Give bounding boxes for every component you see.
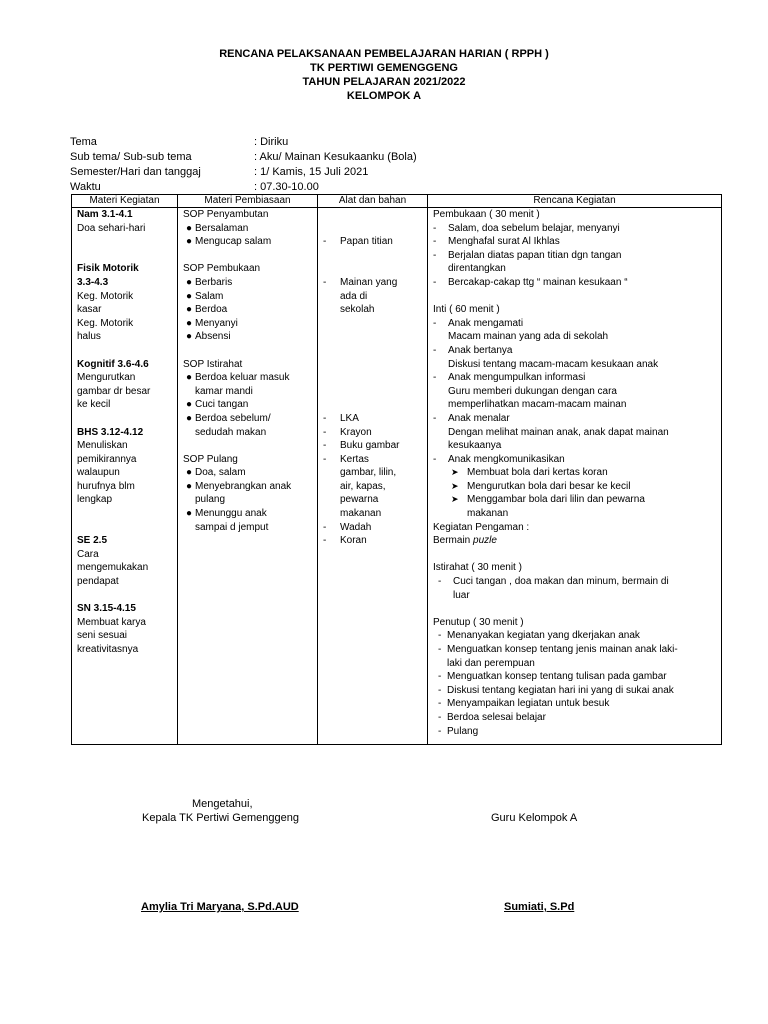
- list-item: - Diskusi tentang kegiatan hari ini yang di sukai anak: [438, 684, 674, 696]
- title-line-4: KELOMPOK A: [346, 90, 422, 102]
- bullet-icon: ●: [186, 276, 193, 288]
- sop-title: SOP Penyambutan: [183, 209, 269, 220]
- materi-text: pemikirannya: [77, 453, 137, 465]
- signature-head-title: Kepala TK Pertiwi Gemenggeng: [142, 812, 299, 824]
- list-item-cont: Guru memberi dukungan dengan cara: [448, 385, 617, 397]
- arrow-icon: ➤: [451, 480, 459, 491]
- bullet-icon: ●: [186, 467, 193, 479]
- info-value: : Aku/ Mainan Kesukaanku (Bola): [254, 151, 417, 163]
- signature-known: Mengetahui,: [192, 798, 253, 810]
- list-item-cont: Dengan melihat mainan anak, anak dapat mainan: [448, 426, 669, 438]
- bullet-icon: ●: [186, 508, 193, 520]
- list-item: ● Cuci tangan: [186, 399, 249, 411]
- bullet-icon: ●: [186, 236, 193, 248]
- list-item: - Menyampaikan legiatan untuk besuk: [438, 698, 610, 710]
- materi-code: Kognitif 3.6-4.6: [77, 358, 149, 370]
- list-item-cont: kesukaanya: [448, 440, 502, 452]
- bullet-icon: ●: [186, 222, 193, 234]
- list-item: ● Menyebrangkan anak: [186, 480, 292, 492]
- rencana-kegiatan-cell: [428, 208, 722, 745]
- list-item-cont: makanan: [467, 508, 509, 520]
- materi-text: pendapat: [77, 576, 119, 588]
- list-item-cont: luar: [453, 589, 470, 601]
- list-item-cont: kamar mandi: [195, 385, 253, 397]
- materi-text: Keg. Motorik: [77, 290, 134, 302]
- list-item: ● Salam: [186, 290, 224, 302]
- list-item: - Anak bertanya: [433, 344, 513, 356]
- arrow-icon: ➤: [451, 467, 459, 478]
- list-item-cont: sedudah makan: [195, 426, 267, 438]
- list-item: - Anak menalar: [433, 412, 510, 424]
- materi-text: Menuliskan: [77, 440, 128, 452]
- list-item: - Kertas: [323, 453, 369, 465]
- list-item-cont: makanan: [340, 508, 382, 520]
- document-title: [0, 47, 768, 103]
- bullet-icon: ●: [186, 399, 193, 411]
- signature-teacher-title: Guru Kelompok A: [491, 812, 578, 824]
- bullet-icon: ●: [186, 331, 193, 343]
- materi-text: seni sesuai: [77, 630, 128, 642]
- materi-text: Mengurutkan: [77, 372, 136, 384]
- list-item: - Mainan yang: [323, 276, 398, 288]
- materi-code: BHS 3.12-4.12: [77, 426, 144, 438]
- materi-text: kasar: [77, 304, 102, 316]
- header-rencana-kegiatan: Rencana Kegiatan: [428, 195, 722, 208]
- alat-bahan-cell: [318, 208, 428, 745]
- info-label: Sub tema/ Sub-sub tema: [70, 151, 192, 163]
- materi-text: Membuat karya: [77, 616, 146, 628]
- info-value: : 07.30-10.00: [254, 181, 319, 193]
- sop-title: SOP Pembukaan: [183, 263, 261, 275]
- bullet-icon: ●: [186, 480, 193, 492]
- list-item: - Salam, doa sebelum belajar, menyanyi: [433, 222, 620, 234]
- sop-title: SOP Istirahat: [183, 358, 243, 370]
- materi-code: SE 2.5: [77, 535, 108, 547]
- list-item: - Cuci tangan , doa makan dan minum, bermain di: [438, 576, 669, 588]
- header-materi-kegiatan: Materi Kegiatan: [72, 195, 178, 208]
- list-item-cont: air, kapas,: [340, 480, 386, 492]
- materi-pembiasaan-cell: [178, 208, 318, 745]
- list-item-cont: laki dan perempuan: [447, 657, 535, 669]
- list-item: ● Berbaris: [186, 276, 233, 288]
- list-item-cont: gambar, lilin,: [340, 467, 397, 479]
- bullet-icon: ●: [186, 317, 193, 329]
- bullet-icon: ●: [186, 304, 193, 316]
- title-line-2: TK PERTIWI GEMENGGENG: [310, 62, 458, 74]
- materi-text: mengemukakan: [77, 562, 149, 574]
- list-item: ● Menunggu anak: [186, 508, 267, 520]
- info-value: : Diriku: [254, 136, 289, 148]
- list-item: - Anak mengkomunikasikan: [433, 453, 565, 465]
- info-label: Waktu: [70, 181, 101, 193]
- list-item: - Anak mengamati: [433, 317, 524, 329]
- title-line-3: TAHUN PELAJARAN 2021/2022: [302, 76, 466, 88]
- info-label: Tema: [70, 136, 97, 148]
- title-line-1: RENCANA PELAKSANAAN PEMBELAJARAN HARIAN ( RPPH ): [219, 48, 549, 60]
- list-item-cont: Macam mainan yang ada di sekolah: [448, 331, 609, 343]
- materi-text: Cara: [77, 548, 99, 560]
- list-item: ● Bersalaman: [186, 222, 249, 234]
- list-item: - Koran: [323, 535, 367, 547]
- list-item: ● Mengucap salam: [186, 236, 272, 248]
- list-item: ● Menyanyi: [186, 317, 238, 329]
- list-item: - LKA: [323, 412, 359, 424]
- list-item-cont: sampai d jemput: [195, 521, 269, 533]
- arrow-icon: ➤: [451, 494, 459, 505]
- info-label: Semester/Hari dan tanggaj: [70, 166, 201, 178]
- list-item-cont: pewarna: [340, 494, 379, 506]
- materi-kegiatan-cell: [72, 208, 178, 745]
- list-item: - Pulang: [438, 725, 479, 737]
- list-item: - Menguatkan konsep tentang tulisan pada gambar: [438, 671, 667, 683]
- list-item: - Bercakap-cakap ttg “ mainan kesukaan “: [433, 276, 628, 288]
- section-title: Pembukaan ( 30 menit ): [433, 209, 540, 220]
- table-row: [72, 208, 722, 745]
- materi-text: Doa sehari-hari: [77, 222, 146, 234]
- materi-code: Fisik Motorik: [77, 263, 139, 275]
- list-item-cont: memperlihatkan macam-macam mainan: [448, 399, 627, 411]
- materi-text: ke kecil: [77, 399, 111, 411]
- signature-teacher-name: Sumiati, S.Pd: [504, 901, 575, 913]
- materi-text: hurufnya blm: [77, 480, 135, 492]
- signature-head-name: Amylia Tri Maryana, S.Pd.AUD: [141, 901, 299, 913]
- materi-text: walaupun: [77, 467, 120, 479]
- materi-code: SN 3.15-4.15: [77, 603, 136, 615]
- list-item: - Wadah: [323, 521, 372, 533]
- materi-text: gambar dr besar: [77, 385, 151, 397]
- list-item: - Menguatkan konsep tentang jenis mainan anak laki-: [438, 644, 678, 655]
- materi-text: Keg. Motorik: [77, 317, 134, 329]
- bullet-icon: ●: [186, 372, 193, 384]
- list-item: ● Doa, salam: [186, 467, 246, 479]
- bullet-icon: ●: [186, 290, 193, 302]
- list-item-cont: Diskusi tentang macam-macam kesukaan anak: [448, 358, 659, 370]
- list-item: ● Berdoa: [186, 304, 228, 316]
- list-item: - Menghafal surat Al Ikhlas: [433, 236, 560, 248]
- plan-table: [71, 194, 722, 745]
- list-item: Bermain puzle: [433, 535, 497, 547]
- section-title: Inti ( 60 menit ): [433, 304, 500, 316]
- list-item: - Buku gambar: [323, 440, 400, 452]
- list-item-cont: ada di: [340, 290, 368, 302]
- list-item: - Berdoa selesai belajar: [438, 711, 546, 723]
- list-item-cont: direntangkan: [448, 263, 506, 275]
- section-title: Kegiatan Pengaman :: [433, 521, 530, 533]
- list-item: ➤ Membuat bola dari kertas koran: [451, 467, 608, 479]
- list-item: ➤ Mengurutkan bola dari besar ke kecil: [451, 480, 631, 492]
- list-item: - Papan titian: [323, 236, 393, 248]
- info-value: : 1/ Kamis, 15 Juli 2021: [254, 166, 369, 178]
- list-item-cont: pulang: [195, 494, 226, 506]
- section-title: Istirahat ( 30 menit ): [433, 562, 522, 574]
- materi-code: 3.3-4.3: [77, 276, 109, 288]
- table-header-row: [72, 195, 722, 208]
- list-item: - Krayon: [323, 426, 372, 438]
- list-item: ● Berdoa keluar masuk: [186, 372, 290, 384]
- list-item: ● Berdoa sebelum/: [186, 412, 271, 424]
- header-alat-bahan: Alat dan bahan: [318, 195, 428, 208]
- list-item: ● Absensi: [186, 331, 231, 343]
- list-item: - Berjalan diatas papan titian dgn tangan: [433, 249, 622, 261]
- section-title: Penutup ( 30 menit ): [433, 616, 524, 628]
- materi-text: lengkap: [77, 494, 113, 506]
- list-item: ➤ Menggambar bola dari lilin dan pewarna: [451, 494, 645, 506]
- header-materi-pembiasaan: Materi Pembiasaan: [178, 195, 318, 208]
- sop-title: SOP Pulang: [183, 453, 238, 465]
- bullet-icon: ●: [186, 412, 193, 424]
- list-item: - Anak mengumpulkan informasi: [433, 372, 586, 384]
- materi-text: kreativitasnya: [77, 644, 139, 655]
- list-item-cont: sekolah: [340, 304, 375, 316]
- materi-text: halus: [77, 331, 101, 343]
- list-item: - Menanyakan kegiatan yang dkerjakan anak: [438, 630, 640, 642]
- materi-code: Nam 3.1-4.1: [77, 209, 133, 220]
